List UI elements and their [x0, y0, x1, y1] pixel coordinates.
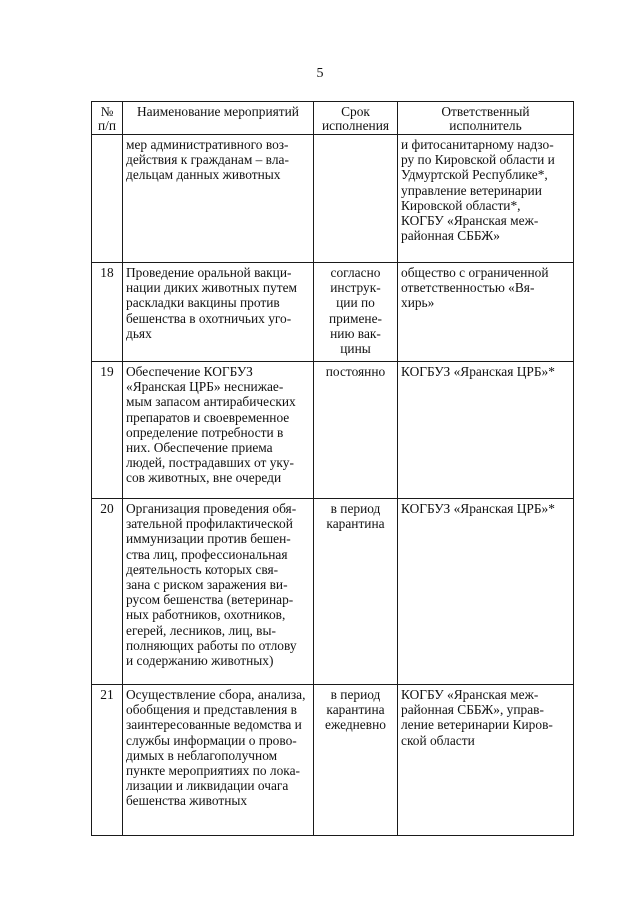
row-responsible: КОГБУ «Яранская меж- районная СББЖ», управ- ление ветеринарии Киров- ской области — [398, 685, 574, 836]
row-term: согласно инструк- ции по применe- нию вак- цины — [314, 263, 398, 362]
row-term: постоянно — [314, 362, 398, 499]
row-responsible: КОГБУЗ «Яранская ЦРБ»* — [398, 499, 574, 685]
table-row — [92, 362, 574, 499]
row-name: Обеспечение КОГБУЗ «Яранская ЦРБ» неснижае- мым запасом антирабических препаратов и своевременное определение потребности в них. Обеспечение приема людей, пострадавших от уку- сов животных, вне очереди — [123, 362, 314, 499]
row-name: Организация проведения обя- зательной профилактической иммунизации против бешен- ства лиц, профессиональная деятельность которых свя- зана с риском заражения ви- русом бешенства (ветеринар- ных работников, охотников, егерей, лесников, лиц, вы- полняющих работы по отлову и содержанию животных) — [123, 499, 314, 685]
header-number: № п/п — [92, 102, 123, 135]
row-number — [92, 135, 123, 263]
table-row — [92, 499, 574, 685]
row-name: Осуществление сбора, анализа, обобщения и представления в заинтересованные ведомства и службы информации о прово- димых в неблагополучном пункте мероприятиях по лока- лизации и ликвидации очага бешенства животных — [123, 685, 314, 836]
page-number: 5 — [316, 66, 324, 81]
table-row — [92, 685, 574, 836]
table-row — [92, 135, 574, 263]
row-responsible: общество с ограниченной ответственностью «Вя- хирь» — [398, 263, 574, 362]
row-number: 20 — [92, 499, 123, 685]
table-header-row — [92, 102, 574, 135]
row-name: Проведение оральной вакци- нации диких животных путем раскладки вакцины против бешенства в охотничьих уго- дьях — [123, 263, 314, 362]
row-term — [314, 135, 398, 263]
row-responsible: и фитосанитарному надзо- ру по Кировской области и Удмуртской Республике*, управление ветеринарии Кировской области*, КОГБУ «Яранская меж- районная СББЖ» — [398, 135, 574, 263]
row-term: в период карантина ежедневно — [314, 685, 398, 836]
row-responsible: КОГБУЗ «Яранская ЦРБ»* — [398, 362, 574, 499]
row-name: мер административного воз- действия к гражданам – вла- дельцам данных животных — [123, 135, 314, 263]
header-name: Наименование мероприятий — [123, 102, 314, 135]
row-number: 19 — [92, 362, 123, 499]
header-responsible: Ответственный исполнитель — [398, 102, 574, 135]
measures-table — [91, 101, 574, 836]
header-term: Срок исполнения — [314, 102, 398, 135]
row-number: 18 — [92, 263, 123, 362]
row-number: 21 — [92, 685, 123, 836]
table-row — [92, 263, 574, 362]
row-term: в период карантина — [314, 499, 398, 685]
